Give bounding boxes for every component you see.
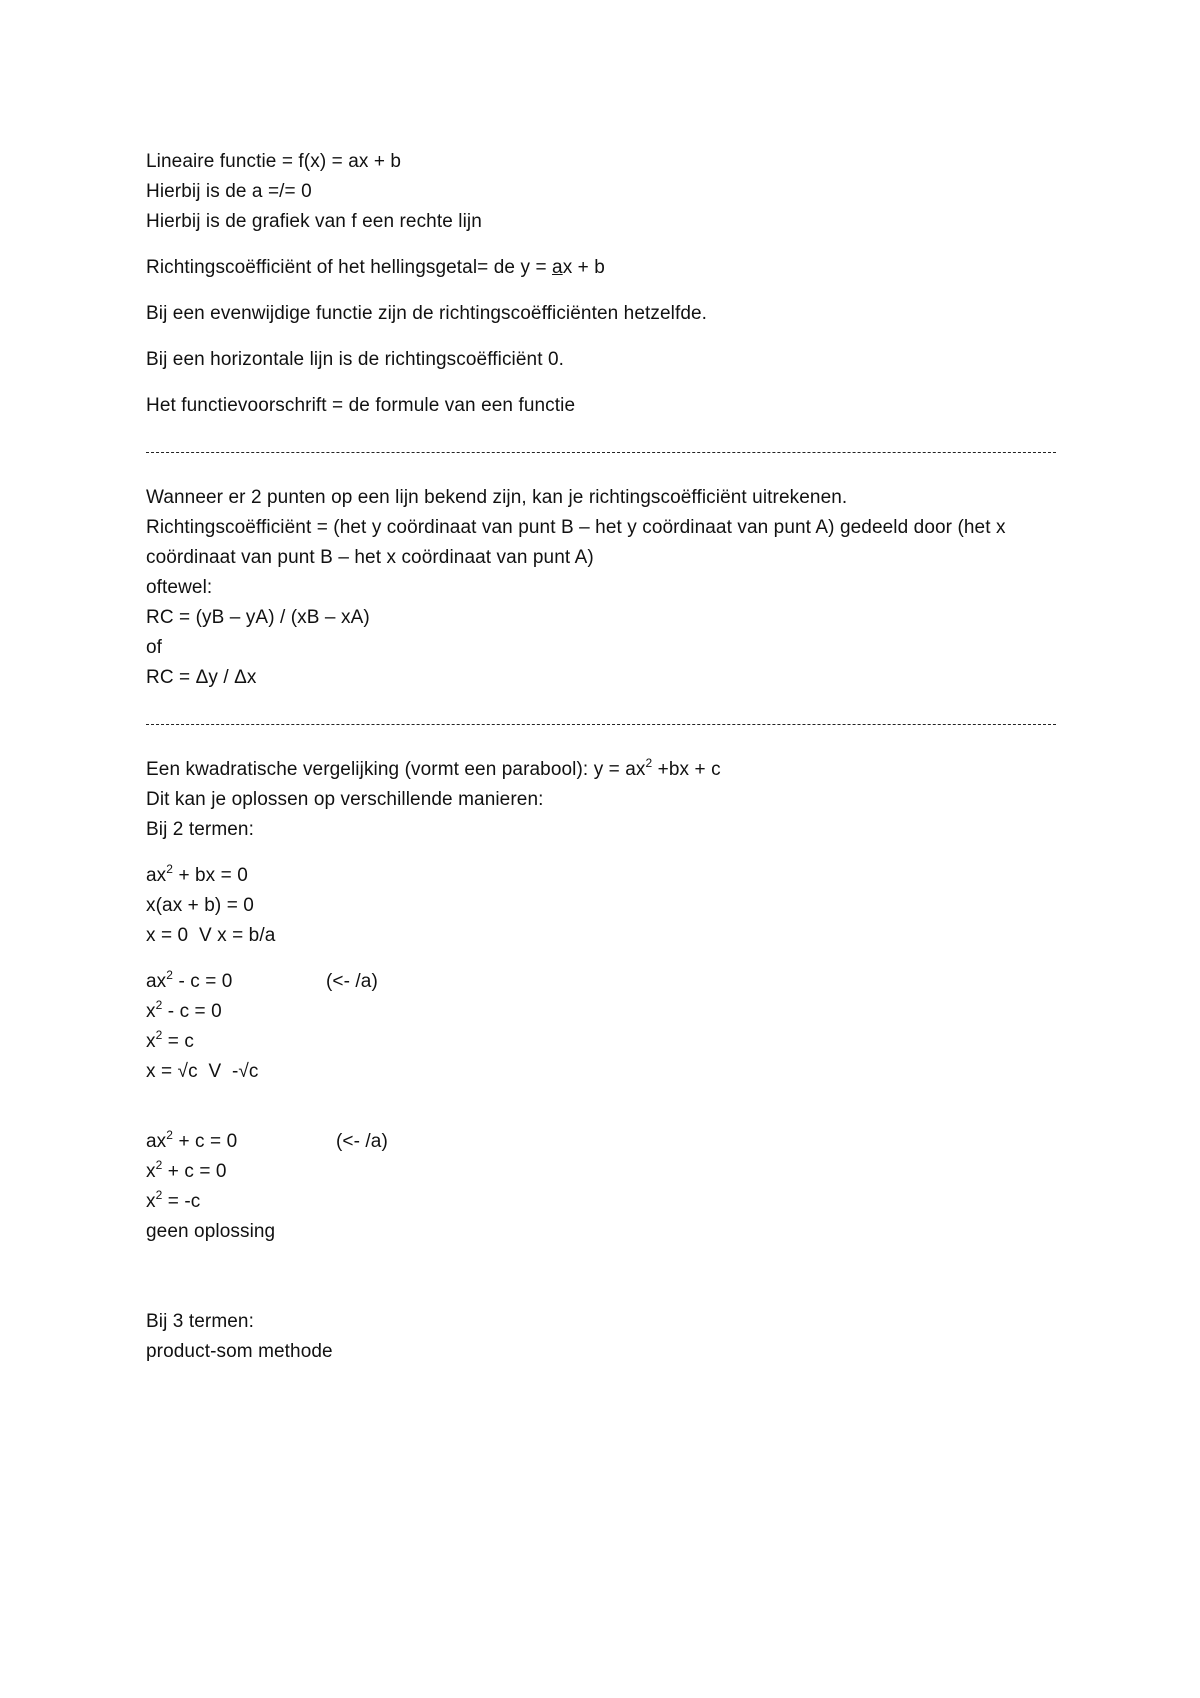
- text-span: Richtingscoëfficiënt of het hellingsgetal= de y =: [146, 257, 553, 278]
- text-span: x: [146, 1001, 156, 1022]
- text-span: x: [146, 1191, 156, 1212]
- text-span: x: [146, 1161, 156, 1182]
- equation-line: [146, 1127, 1066, 1157]
- document-body: [146, 147, 1066, 1367]
- text-line: product-som methode: [146, 1341, 333, 1362]
- text-span: ax: [146, 1131, 167, 1152]
- text-span: Een kwadratische vergelijking (vormt een parabool): y = ax: [146, 759, 646, 780]
- text-line: Wanneer er 2 punten op een lijn bekend zijn, kan je richtingscoëfficiënt uitrekenen.: [146, 487, 848, 508]
- formula-line: RC = (yB – yA) / (xB – xA): [146, 607, 370, 628]
- text-line: Bij een evenwijdige functie zijn de richtingscoëfficiënten hetzelfde.: [146, 303, 708, 324]
- text-line: of: [146, 637, 163, 658]
- equation-line: x = 0 V x = b/a: [146, 925, 276, 946]
- underlined-a: a: [552, 257, 563, 278]
- text-line: Bij 3 termen:: [146, 1311, 254, 1332]
- equation-note: (<- /a): [326, 971, 378, 992]
- superscript: 2: [645, 756, 653, 770]
- superscript: 2: [155, 1028, 163, 1042]
- dashed-separator: [146, 437, 1066, 467]
- text-span: - c = 0: [173, 971, 233, 992]
- text-span: x + b: [562, 257, 605, 278]
- text-line: Bij 2 termen:: [146, 819, 254, 840]
- text-line: Dit kan je oplossen op verschillende manieren:: [146, 789, 544, 810]
- superscript: 2: [155, 1188, 163, 1202]
- equation-line: x = √c V -√c: [146, 1061, 259, 1082]
- text-line: [146, 755, 1066, 785]
- equation-line: geen oplossing: [146, 1221, 276, 1242]
- text-span: + c = 0: [162, 1161, 227, 1182]
- text-line: Lineaire functie = f(x) = ax + b: [146, 151, 402, 172]
- equation-line: [146, 997, 1066, 1027]
- equation-line: [146, 1027, 1066, 1057]
- superscript: 2: [155, 1158, 163, 1172]
- text-line: coördinaat van punt B – het x coördinaat van punt A): [146, 547, 594, 568]
- equation-line: [146, 967, 1066, 997]
- formula-line: RC = Δy / Δx: [146, 667, 257, 688]
- dashed-separator: [146, 709, 1066, 739]
- text-span: ax: [146, 971, 167, 992]
- text-span: +bx + c: [652, 759, 721, 780]
- text-span: + c = 0: [173, 1131, 238, 1152]
- text-span: ax: [146, 865, 167, 886]
- equation-line: [146, 861, 1066, 891]
- equation-line: [146, 1187, 1066, 1217]
- text-line: [146, 253, 1066, 283]
- equation-line: x(ax + b) = 0: [146, 895, 254, 916]
- equation-line: [146, 1157, 1066, 1187]
- text-span: x: [146, 1031, 156, 1052]
- text-line: oftewel:: [146, 577, 213, 598]
- superscript: 2: [166, 1128, 174, 1142]
- text-line: Hierbij is de grafiek van f een rechte lijn: [146, 211, 482, 232]
- text-line: Hierbij is de a =/= 0: [146, 181, 312, 202]
- text-line: Het functievoorschrift = de formule van een functie: [146, 395, 576, 416]
- equation-note: (<- /a): [336, 1131, 388, 1152]
- text-span: = c: [162, 1031, 194, 1052]
- text-span: + bx = 0: [173, 865, 248, 886]
- text-span: = -c: [162, 1191, 201, 1212]
- superscript: 2: [166, 862, 174, 876]
- superscript: 2: [155, 998, 163, 1012]
- text-span: - c = 0: [162, 1001, 222, 1022]
- superscript: 2: [166, 968, 174, 982]
- text-line: Richtingscoëfficiënt = (het y coördinaat van punt B – het y coördinaat van punt A) gedeeld door (het x: [146, 517, 1006, 538]
- text-line: Bij een horizontale lijn is de richtingscoëfficiënt 0.: [146, 349, 565, 370]
